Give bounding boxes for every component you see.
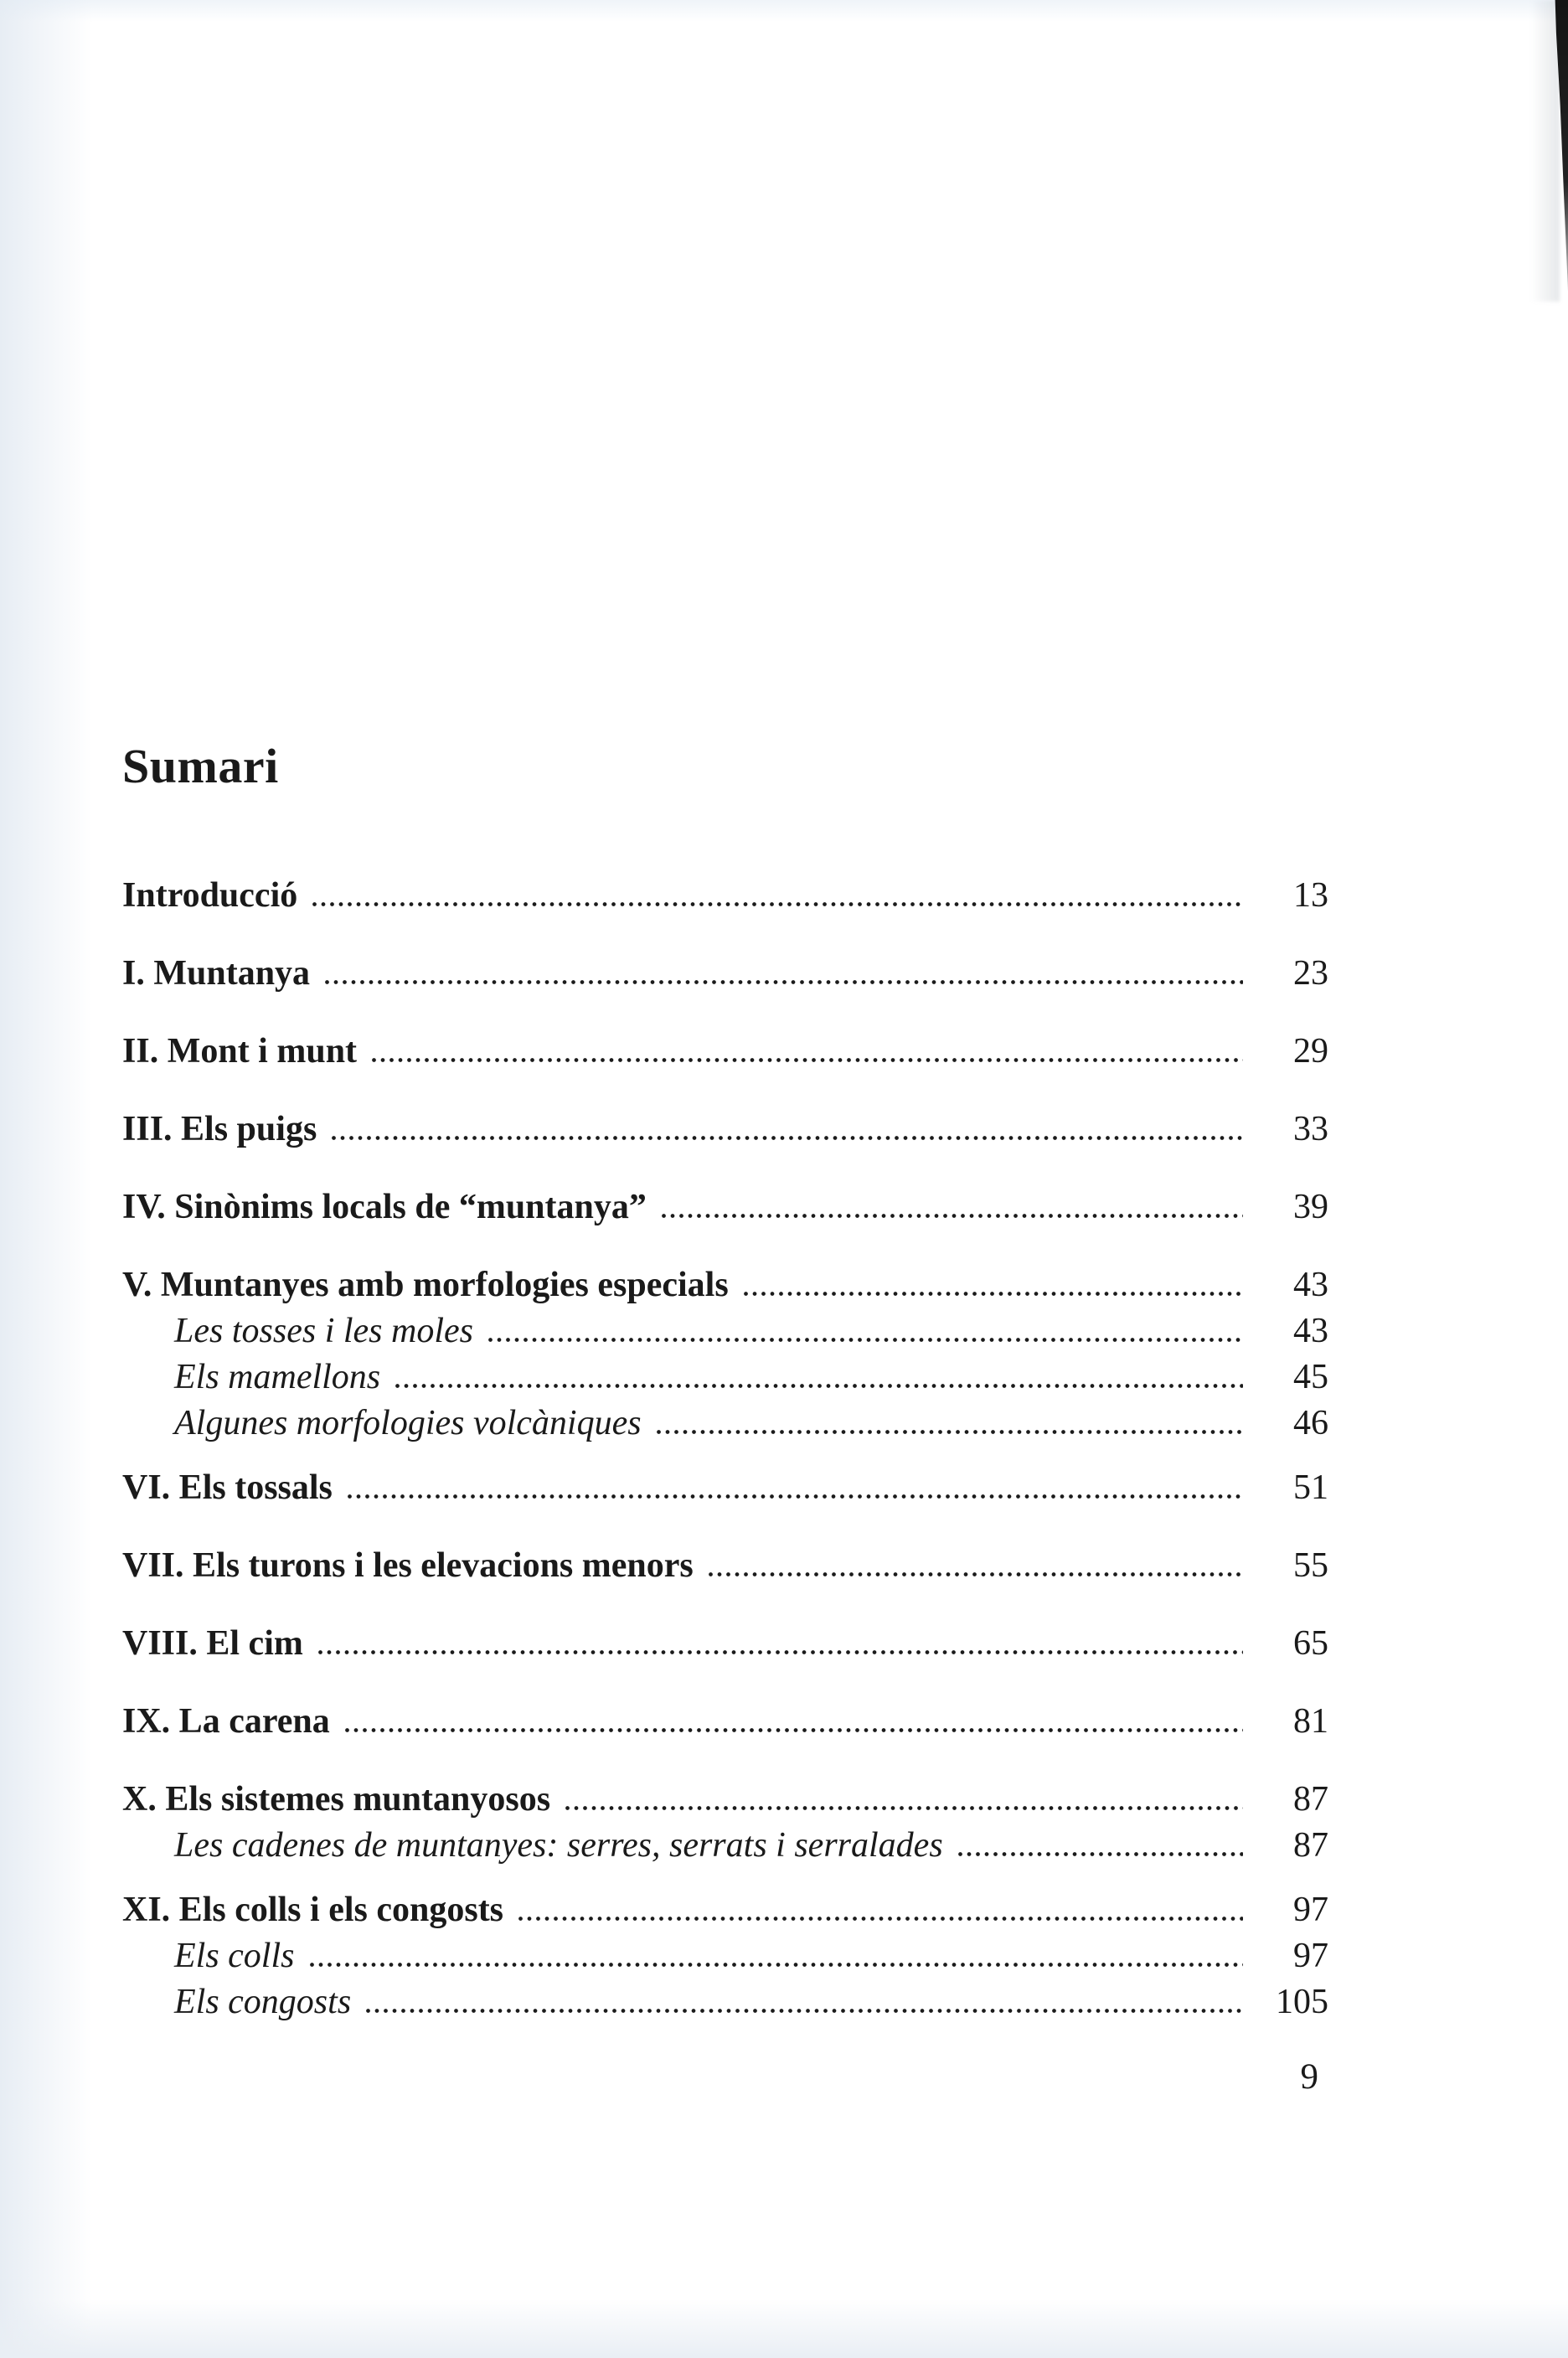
toc-entry-page-number: 105 [1276,1983,1328,2021]
dot-leader [310,1963,1244,1967]
toc-entry [122,1624,1328,1663]
toc-entry [122,1702,1328,1741]
toc-entry-page-number: 13 [1293,876,1328,915]
toc-entry-label: XI. Els colls i els congosts [122,1891,504,1929]
scan-edge-bottom-tint [0,2299,1568,2358]
toc-entry-label: Les cadenes de muntanyes: serres, serrats i serralades [174,1826,943,1865]
dot-leader [318,1650,1243,1654]
page-number: 9 [1300,2057,1318,2097]
scan-page-edge-soft-shadow [1531,0,1560,302]
toc-entry [122,1266,1328,1304]
toc-entry-label: Les tosses i les moles [174,1312,473,1350]
scan-edge-left-tint [0,0,92,2358]
toc-entry [122,1891,1328,1929]
toc-entry-label: II. Mont i munt [122,1032,358,1071]
toc-entry-page-number: 46 [1293,1404,1328,1442]
toc-entry-label: Els congosts [174,1983,352,2021]
dot-leader [325,980,1243,984]
toc-entry [122,1826,1328,1865]
dot-leader [488,1338,1243,1342]
toc-entry-page-number: 51 [1293,1468,1328,1507]
dot-leader [657,1430,1243,1434]
dot-leader [518,1917,1243,1921]
toc-entry-page-number: 81 [1293,1702,1328,1741]
dot-leader [372,1058,1243,1062]
toc-entry [122,1468,1328,1507]
dot-leader [312,902,1243,906]
toc-entry [122,1937,1328,1975]
scan-edge-top-tint [0,0,1568,22]
toc-entry-page-number: 33 [1293,1110,1328,1148]
toc-entry-label: Algunes morfologies volcàniques [174,1404,642,1442]
toc-entry-label: Els mamellons [174,1358,381,1396]
toc-entry-page-number: 87 [1293,1780,1328,1819]
toc-entry-page-number: 43 [1293,1312,1328,1350]
toc-entry-page-number: 97 [1293,1891,1328,1929]
toc-entry-label: IX. La carena [122,1702,330,1741]
toc-entry-label: VIII. El cim [122,1624,303,1663]
toc-entry-page-number: 29 [1293,1032,1328,1071]
dot-leader [744,1292,1243,1296]
toc-entry-page-number: 87 [1293,1826,1328,1865]
table-of-contents [122,876,1328,2021]
dot-leader [958,1852,1243,1856]
toc-entry [122,876,1328,915]
toc-entry-page-number: 23 [1293,954,1328,993]
toc-entry-page-number: 43 [1293,1266,1328,1304]
dot-leader [366,2009,1243,2013]
toc-entry-label: III. Els puigs [122,1110,317,1148]
toc-entry-label: X. Els sistemes muntanyosos [122,1780,551,1819]
scan-page-edge-dark-shadow [1555,0,1568,331]
dot-leader [395,1384,1243,1388]
dot-leader [348,1494,1243,1499]
toc-entry-page-number: 97 [1293,1937,1328,1975]
toc-entry [122,1110,1328,1148]
toc-entry-label: Introducció [122,876,298,915]
toc-entry-page-number: 65 [1293,1624,1328,1663]
toc-entry-page-number: 39 [1293,1188,1328,1226]
toc-entry [122,1546,1328,1585]
toc-entry [122,1358,1328,1396]
toc-entry-label: I. Muntanya [122,954,311,993]
toc-entry-page-number: 45 [1293,1358,1328,1396]
toc-entry [122,1032,1328,1071]
dot-leader [709,1572,1243,1576]
toc-entry-label: V. Muntanyes amb morfologies especials [122,1266,729,1304]
dot-leader [332,1136,1243,1140]
toc-entry-page-number: 55 [1293,1546,1328,1585]
toc-entry-label: IV. Sinònims locals de “muntanya” [122,1188,647,1226]
dot-leader [662,1214,1243,1218]
page-title: Sumari [122,739,279,793]
toc-entry-label: VII. Els turons i les elevacions menors [122,1546,694,1585]
toc-entry-label: Els colls [174,1937,295,1975]
toc-entry [122,1780,1328,1819]
toc-entry-label: VI. Els tossals [122,1468,333,1507]
toc-entry [122,1983,1328,2021]
dot-leader [565,1806,1243,1810]
toc-entry [122,954,1328,993]
toc-entry [122,1312,1328,1350]
toc-entry [122,1404,1328,1442]
toc-entry [122,1188,1328,1226]
dot-leader [345,1728,1243,1732]
